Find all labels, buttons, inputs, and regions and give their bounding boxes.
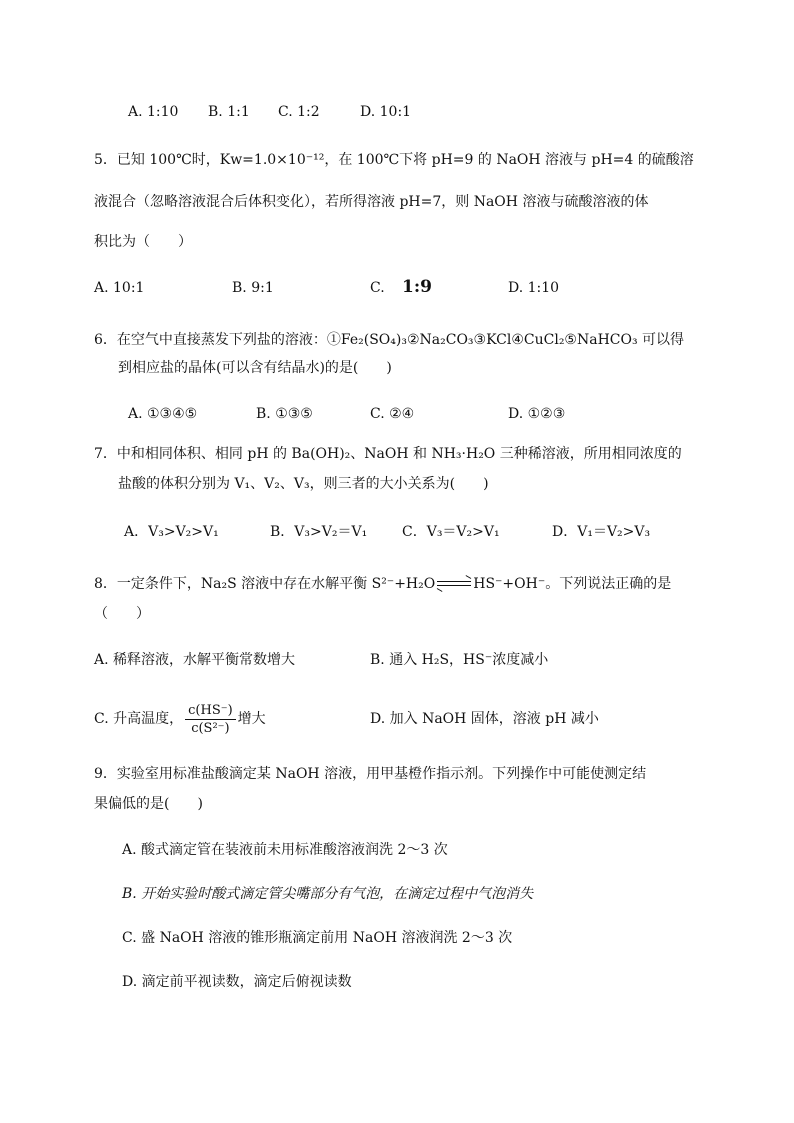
q6-option-b: B. ①③⑤	[256, 406, 313, 422]
q6-stem-line1: 6．在空气中直接蒸发下列盐的溶液：①Fe₂(SO₄)₃②Na₂CO₃③KCl④CuCl₂⑤NaHCO₃ 可以得	[94, 332, 685, 348]
q7-stem-line2: 盐酸的体积分别为 V₁、V₂、V₃，则三者的大小关系为( )	[118, 476, 489, 492]
q8-option-b: B. 通入 H₂S，HS⁻浓度减小	[370, 652, 549, 668]
fraction-denominator: c(S²⁻)	[191, 720, 230, 736]
q5-stem-line2: 液混合（忽略溶液混合后体积变化），若所得溶液 pH=7，则 NaOH 溶液与硫酸溶液的体	[94, 194, 649, 210]
q7-option-d: D．V₁＝V₂>V₃	[552, 524, 651, 540]
q8-stem-line2: （ ）	[94, 606, 150, 622]
q7-option-c: C．V₃＝V₂>V₁	[402, 524, 500, 540]
q5-option-b: B. 9:1	[232, 280, 274, 296]
q6-option-d: D. ①②③	[508, 406, 566, 422]
q8-option-c-suffix: 增大	[237, 711, 266, 727]
q7-option-a: A．V₃>V₂>V₁	[124, 524, 219, 540]
equilibrium-arrow-icon	[437, 579, 471, 589]
q5-option-c: C.	[370, 280, 385, 296]
q4-option-d: D. 10:1	[360, 104, 412, 120]
q5-option-c-value: 1:9	[402, 277, 432, 297]
q8-option-d: D. 加入 NaOH 固体，溶液 pH 减小	[370, 711, 599, 727]
q6-option-a: A. ①③④⑤	[128, 406, 198, 422]
q7-stem-line1: 7．中和相同体积、相同 pH 的 Ba(OH)₂、NaOH 和 NH₃·H₂O 三种稀溶液，所用相同浓度的	[94, 446, 682, 462]
q5-stem-line3: 积比为（ ）	[94, 234, 192, 250]
q8-stem-part1: 8．一定条件下，Na₂S 溶液中存在水解平衡 S²⁻+H₂O	[94, 576, 436, 592]
q8-stem-line1	[94, 574, 671, 594]
q4-option-c: C. 1:2	[278, 104, 320, 120]
q9-option-c: C. 盛 NaOH 溶液的锥形瓶滴定前用 NaOH 溶液润洗 2～3 次	[122, 930, 513, 946]
q9-option-a: A. 酸式滴定管在装液前未用标准酸溶液润洗 2～3 次	[122, 842, 448, 858]
q5-stem-line1: 5．已知 100℃时，Kw=1.0×10⁻¹²，在 100℃下将 pH=9 的 NaOH 溶液与 pH=4 的硫酸溶	[94, 152, 694, 168]
q8-stem-part2: HS⁻+OH⁻。下列说法正确的是	[473, 576, 672, 592]
q6-stem-line2: 到相应盐的晶体(可以含有结晶水)的是( )	[118, 360, 392, 376]
q8-option-c-fraction	[185, 702, 236, 737]
q5-option-d: D. 1:10	[508, 280, 560, 296]
q9-option-d: D. 滴定前平视读数，滴定后俯视读数	[122, 974, 352, 990]
q8-option-c	[94, 694, 266, 744]
q4-option-b: B. 1:1	[208, 104, 250, 120]
q7-option-b: B．V₃>V₂＝V₁	[270, 524, 368, 540]
q9-stem-line2: 果偏低的是( )	[94, 796, 203, 812]
fraction-numerator: c(HS⁻)	[185, 702, 236, 720]
q9-stem-line1: 9．实验室用标准盐酸滴定某 NaOH 溶液，用甲基橙作指示剂。下列操作中可能使测定结	[94, 766, 647, 782]
q8-option-c-prefix: C. 升高温度，	[94, 711, 184, 727]
q5-option-a: A. 10:1	[94, 280, 145, 296]
q6-option-c: C. ②④	[370, 406, 415, 422]
q9-option-b: B. 开始实验时酸式滴定管尖嘴部分有气泡，在滴定过程中气泡消失	[122, 886, 534, 902]
q4-option-a: A. 1:10	[128, 104, 179, 120]
q8-option-a: A. 稀释溶液，水解平衡常数增大	[94, 652, 296, 668]
